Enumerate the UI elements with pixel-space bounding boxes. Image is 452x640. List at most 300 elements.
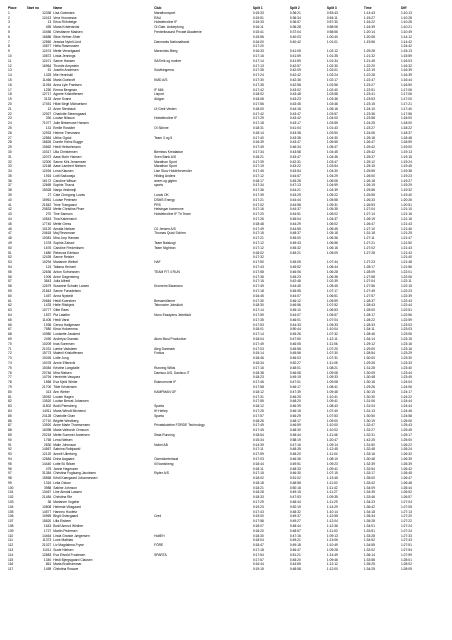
cell-club: Ill Nordsheng [154,461,174,466]
cell-diff: 1:10:28 [400,15,412,20]
cell-split-3: 1:04:30 [326,135,338,140]
cell-name: Bodil Pemsberg [53,404,77,409]
cell-club: Sparta [154,413,164,418]
cell-diff: 1:24:22 [400,394,412,399]
cell-split-2: 0:43:38 [289,130,301,135]
cell-place: 94 [8,456,12,461]
cell-diff: 1:22:15 [400,284,412,289]
cell-split-1: 0:16:00 [252,39,264,44]
cell-club: Marsvinks Bierg [154,49,178,54]
cell-split-3: 1:04:30 [326,169,338,174]
cell-club: HAF [154,260,161,265]
cell-split-1: 0:17:36 [252,274,264,279]
cell-split-3: 1:12:12 [326,562,338,567]
cell-split-2: 0:45:20 [289,557,301,562]
cell-split-2: 0:43:47 [289,140,301,145]
cell-club: Privatskolebm FÖRDE Technology [154,423,205,428]
cell-place: 13 [8,68,12,73]
cell-name: Vera Vroonesse [53,15,77,20]
cell-start-no: 3843 [43,279,52,284]
cell-split-2: 0:48:01 [289,365,301,370]
cell-split-2: 0:42:48 [289,279,301,284]
cell-split-2: 0:44:57 [289,173,301,178]
cell-split-1: 0:17:50 [252,260,264,265]
cell-club: Fortius [154,351,165,356]
cell-time: 1:35:00 [363,476,375,481]
cell-split-3: 1:09:48 [326,389,338,394]
cell-split-3: 1:20:47 [326,437,338,442]
cell-start-no: 1676 [43,245,52,250]
cell-name: Ann Weber [53,389,70,394]
cell-time: 1:34:09 [363,485,375,490]
cell-split-1: 0:17:39 [252,159,264,164]
cell-diff: 1:16:39 [400,68,412,73]
cell-club: Lunds OK [154,193,169,198]
cell-split-2: 0:48:37 [289,231,301,236]
cell-time: 1:29:12 [363,341,375,346]
cell-time: 1:27:58 [363,274,375,279]
cell-diff: 1:26:42 [400,466,412,471]
cell-place: 20 [8,101,12,106]
cell-split-2: 0:45:26 [289,332,301,337]
cell-name: Tilde Kristensen [53,384,77,389]
cell-name: Anna Nystedt [53,293,74,298]
cell-name: Lena Klausen [53,169,74,174]
cell-club: Solvikingerna [154,68,174,73]
cell-diff: 1:21:46 [400,226,412,231]
cell-time: 1:22:20 [363,63,375,68]
cell-diff: 1:23:49 [400,375,412,380]
cell-place: 49 [8,241,12,246]
cell-name: Marianne Vogefar [53,500,80,505]
cell-place: 73 [8,356,12,361]
cell-split-3: 1:04:39 [326,188,338,193]
cell-split-3: 1:05:31 [326,202,338,207]
cell-time: 1:26:19 [363,217,375,222]
cell-split-1: 0:17:29 [252,116,264,121]
cell-name: Christina Rosave [53,567,79,572]
cell-split-2: 0:44:51 [289,212,301,217]
cell-split-3: 1:04:46 [326,154,338,159]
cell-split-3: 1:01:01 [326,39,338,44]
cell-split-1: 0:17:49 [252,341,264,346]
cell-split-3: 1:11:27 [326,490,338,495]
cell-place: 12 [8,63,12,68]
cell-time: 1:33:42 [363,480,375,485]
cell-name: Anne Dagersteng [53,274,79,279]
cell-club: Holstebroline IF Tri Team [154,212,191,217]
cell-diff: 1:22:51 [400,308,412,313]
cell-place: 35 [8,173,12,178]
cell-name: Anne Marie Thomsensen [53,423,91,428]
cell-place: 30 [8,149,12,154]
cell-diff: 1:24:42 [400,44,412,49]
cell-place: 28 [8,140,12,145]
cell-split-2: 0:48:44 [289,524,301,529]
cell-club: Sven Bank A/S [154,154,177,159]
cell-time: 1:27:11 [363,236,375,241]
cell-club: Holstebroline IF [154,116,178,121]
cell-place: 23 [8,116,12,121]
cell-club: Danisco A/S, Danisco IT [154,370,190,375]
cell-name: Mette Christina Pharr [53,207,85,212]
cell-start-no: 1006 [43,274,52,279]
cell-split-2: 0:48:44 [289,432,301,437]
cell-split-2: 0:43:54 [289,169,301,174]
cell-place: 61 [8,298,12,303]
cell-split-2: 0:42:09 [289,68,301,73]
cell-split-2: 0:44:18 [289,106,301,111]
cell-time: 1:31:50 [363,442,375,447]
cell-time: 1:27:49 [363,289,375,294]
cell-split-1: 0:17:58 [252,519,264,524]
cell-start-no: 16964 [42,63,52,68]
cell-time: 1:28:22 [363,317,375,322]
cell-start-no: 330 [45,116,52,121]
cell-place: 58 [8,284,12,289]
cell-split-2: 0:47:01 [289,380,301,385]
cell-start-no: 21031 [42,346,52,351]
cell-start-no: 12884 [42,135,52,140]
cell-place: 76 [8,370,12,375]
cell-time: 1:31:18 [363,231,375,236]
cell-split-1: 0:17:15 [252,279,264,284]
cell-place: 97 [8,471,12,476]
cell-diff: 1:21:48 [400,260,412,265]
cell-time: 1:30:48 [363,456,375,461]
cell-split-1: 0:18:02 [252,476,264,481]
cell-name: Heidi Koerstner [53,298,76,303]
cell-split-1: 0:19:23 [252,504,264,509]
cell-start-no: 3988 [43,485,52,490]
cell-split-2: 0:43:48 [289,92,301,97]
cell-place: 55 [8,269,12,274]
cell-place: 63 [8,308,12,313]
cell-diff: 1:22:39 [400,293,412,298]
cell-place: 99 [8,480,12,485]
cell-split-3: 1:02:12 [326,49,338,54]
cell-diff: 1:16:44 [400,77,412,82]
cell-split-2: 0:47:16 [289,533,301,538]
cell-split-1: 0:17:19 [252,164,264,169]
cell-time: 1:28:00 [363,308,375,313]
cell-start-no: 12300 [42,159,52,164]
cell-time: 1:27:10 [363,226,375,231]
cell-start-no: 11502 [42,404,52,409]
cell-start-no: 16398 [42,428,52,433]
cell-start-no: 21484 [42,495,52,500]
cell-name: Emma Bergman [53,87,78,92]
cell-start-no: 17740 [42,221,52,226]
cell-split-1: 0:18:26 [252,418,264,423]
cell-name: Sabine Johnson [53,485,77,490]
cell-time: 1:23:53 [363,97,375,102]
cell-diff: 1:28:01 [400,557,412,562]
cell-name: Inas Sorensen [53,341,75,346]
cell-start-no: 14794 [42,375,52,380]
cell-name: Louisette Jauslerd [53,332,81,337]
cell-place: 112 [8,543,14,548]
cell-place: 9 [8,49,10,54]
cell-split-3: 1:05:58 [326,197,338,202]
cell-start-no: 11406 [42,317,52,322]
cell-name: Heidi Varst [53,317,70,322]
cell-place: 19 [8,97,12,102]
cell-split-1: 0:17:14 [252,332,264,337]
cell-diff: 1:24:06 [400,384,412,389]
cell-name: Louise Hagen [53,394,74,399]
cell-place: 72 [8,351,12,356]
cell-diff: 1:23:03 [400,327,412,332]
cell-time: 1:23:41 [363,92,375,97]
cell-split-3: 1:05:59 [326,298,338,303]
cell-split-3: 1:07:40 [326,408,338,413]
cell-split-1: 0:18:11 [252,466,264,471]
cell-name: Marianne Weibel [53,260,78,265]
cell-name: Lone Mathias [53,538,74,543]
cell-split-1: 0:17:29 [252,500,264,505]
cell-time: 1:25:15 [363,164,375,169]
results-table [8,6,438,572]
cell-club: Lisport [154,92,164,97]
cell-name: Mie Henniskil [53,73,73,78]
cell-time: 1:22:51 [363,87,375,92]
cell-diff: 1:21:40 [400,255,412,260]
cell-time: 1:35:34 [363,514,375,519]
cell-time: 1:21:45 [363,58,375,63]
cell-split-3: 1:04:00 [326,116,338,121]
cell-split-1: 0:17:53 [252,322,264,327]
cell-diff: 1:16:03 [400,58,412,63]
cell-name: Drina Aagaard [53,456,75,461]
cell-split-3: 1:03:58 [326,92,338,97]
cell-time: 1:33:51 [363,528,375,533]
cell-start-no: 12471 [42,58,52,63]
cell-place: 100 [8,485,14,490]
cell-club: PRS [154,202,161,207]
cell-club [154,567,253,572]
cell-split-3: 0:58:06 [326,25,338,30]
cell-place: 70 [8,341,12,346]
cell-place: 103 [8,500,14,505]
cell-name: Jessica Nybrli-Lind [53,39,81,44]
cell-split-3: 1:06:38 [326,274,338,279]
results-table-body [8,11,438,572]
cell-name: Charlotte Steensgaard [53,111,87,116]
cell-name: Heidi Bjergsgaard Clausen [53,557,93,562]
cell-start-no: 15928 [42,188,52,193]
cell-place: 74 [8,360,12,365]
cell-time: 1:30:19 [363,418,375,423]
header-name: Name [53,6,63,10]
cell-place: 17 [8,87,12,92]
cell-diff: 1:26:52 [400,490,412,495]
cell-start-no: 13520 [42,399,52,404]
cell-split-2: 0:37:04 [289,29,301,34]
cell-time: 1:33:28 [363,533,375,538]
cell-split-2: 0:46:47 [289,548,301,553]
cell-split-3: 1:13:06 [326,538,338,543]
cell-split-3: 1:11:42 [326,485,338,490]
cell-split-1: 0:17:43 [252,509,264,514]
cell-split-3: 0:53:43 [326,10,338,15]
cell-split-2: 0:43:29 [289,193,301,198]
cell-split-2: 0:45:32 [289,245,301,250]
cell-place: 24 [8,121,12,126]
cell-place: 64 [8,313,12,317]
cell-club: Ocenskerterlaud [154,456,179,461]
cell-time: 1:15:27 [363,15,375,20]
cell-name: Sanne Hansen [53,58,76,63]
cell-place: 48 [8,236,12,241]
cell-start-no: 12168 [42,164,52,169]
cell-start-no: 12120 [42,452,52,457]
cell-name: Eva Eltvold Frostesen [53,552,86,557]
cell-name: Annie Eftersvik [53,360,76,365]
cell-time: 1:26:19 [363,183,375,188]
cell-split-3: 1:06:56 [326,241,338,246]
cell-diff: 1:27:24 [400,528,412,533]
header-start-no: Start no [26,6,39,10]
cell-split-3: 1:07:53 [326,413,338,418]
cell-split-2: 0:50:18 [289,485,301,490]
cell-split-1: 0:18:28 [252,490,264,495]
cell-diff: 1:26:57 [400,495,412,500]
cell-diff: 1:20:51 [400,202,412,207]
cell-diff: 1:10:26 [400,20,412,25]
cell-place: 32 [8,159,12,164]
cell-start-no: 131 [45,125,52,130]
cell-diff: 1:25:43 [400,423,412,428]
cell-place: 69 [8,336,12,341]
cell-start-no: 10456 [42,29,52,34]
cell-split-3: 1:09:28 [326,548,338,553]
cell-split-2: 0:46:06 [289,269,301,274]
cell-split-3: 1:07:20 [326,346,338,351]
cell-split-3: 1:06:02 [326,212,338,217]
cell-name: Kirsa Holoemma [53,327,78,332]
cell-split-1: 0:17:58 [252,384,264,389]
cell-diff: 1:17:06 [400,92,412,97]
cell-name: Caroline Frederiksen [53,245,84,250]
cell-split-3: 1:09:41 [326,466,338,471]
cell-place: 67 [8,327,12,332]
cell-split-1: 0:18:47 [252,543,264,548]
cell-diff: 1:18:00 [400,121,412,126]
cell-start-no: 1727 [43,528,52,533]
cell-name: Christina Rie [53,495,73,500]
cell-split-1: 0:17:32 [252,255,264,260]
cell-split-3: 1:07:32 [326,332,338,337]
cell-time: 1:25:37 [363,154,375,159]
cell-start-no: 2490 [43,336,52,341]
cell-start-no: 10209 [42,341,52,346]
cell-split-1: 0:17:40 [252,135,264,140]
cell-time: 1:21:32 [363,53,375,58]
cell-place: 107 [8,519,14,524]
cell-time: 1:27:57 [363,293,375,298]
cell-start-no: 1340 [43,557,52,562]
cell-name: Sanne Fonadelsen [53,289,81,294]
cell-split-3: 1:06:36 [326,236,338,241]
cell-split-3: 1:08:41 [326,384,338,389]
cell-diff: 1:20:26 [400,197,412,202]
cell-place: 27 [8,135,12,140]
cell-place: 79 [8,384,12,389]
cell-place: 50 [8,245,12,250]
cell-name: Tine Samson [53,212,73,217]
cell-name: Julia Alfredi [53,279,71,284]
cell-diff: 1:22:01 [400,269,412,274]
cell-split-1: 0:15:33 [252,10,264,15]
cell-split-2: 0:41:59 [289,58,301,63]
cell-split-1: 0:17:14 [252,58,264,63]
cell-diff: 1:23:33 [400,360,412,365]
cell-name: Emilie Rossiter [53,125,76,130]
cell-place: 34 [8,169,12,174]
cell-start-no: 1936 [43,322,52,327]
cell-place: 110 [8,533,14,538]
cell-time: 1:34:18 [363,509,375,514]
cell-split-2: 0:48:33 [289,466,301,471]
cell-club: sports [154,183,164,188]
cell-split-1: 0:17:49 [252,226,264,231]
cell-diff: 1:17:00 [400,97,412,102]
cell-place: 91 [8,442,12,447]
cell-split-2: 0:48:17 [289,418,301,423]
cell-club: UI Grek Vesten [154,106,177,111]
cell-split-3: 1:05:45 [326,284,338,289]
cell-split-1: 0:17:12 [252,241,264,246]
cell-diff: 1:10:49 [400,29,412,34]
cell-name: Hella Rasmussen [53,44,80,49]
cell-club: Helsingør kommune [154,207,184,212]
cell-split-2: 0:44:07 [289,313,301,317]
cell-split-2: 0:49:18 [289,543,301,548]
cell-diff: 1:19:24 [400,159,412,164]
cell-split-3: 1:11:06 [326,341,338,346]
cell-time: 1:20:14 [363,29,375,34]
cell-place: 62 [8,303,12,308]
cell-start-no: 15052 [42,394,52,399]
cell-split-3: 1:08:21 [326,365,338,370]
cell-split-1: 0:18:54 [252,432,264,437]
cell-name: Gitte Raes [53,308,69,313]
cell-diff: 1:17:21 [400,101,412,106]
cell-diff: 1:16:39 [400,73,412,78]
table-row [8,567,438,572]
cell-split-1: 0:17:16 [252,207,264,212]
cell-split-1: 0:17:18 [252,548,264,553]
cell-name: Birgit Ostergaard [53,514,79,519]
cell-diff: 1:14:42 [400,39,412,44]
cell-split-2: 0:46:36 [289,456,301,461]
cell-split-2: 0:44:55 [289,226,301,231]
cell-name: Stine Hefner-Sheir [53,34,81,39]
cell-time: 1:30:18 [363,380,375,385]
cell-start-no: 20746 [42,370,52,375]
cell-club: Team Balskogl [154,241,176,246]
cell-time: 1:31:06 [363,399,375,404]
cell-split-3: 1:09:00 [326,418,338,423]
cell-split-1: 0:18:34 [252,360,264,365]
cell-club: Hilding Anders [154,173,176,178]
cell-name: Cate Cinegong Lovas [53,193,85,198]
cell-split-1: 0:17:58 [252,269,264,274]
cell-split-2: 0:40:03 [289,34,301,39]
cell-diff: 1:25:00 [400,437,412,442]
cell-diff: 1:19:13 [400,149,412,154]
